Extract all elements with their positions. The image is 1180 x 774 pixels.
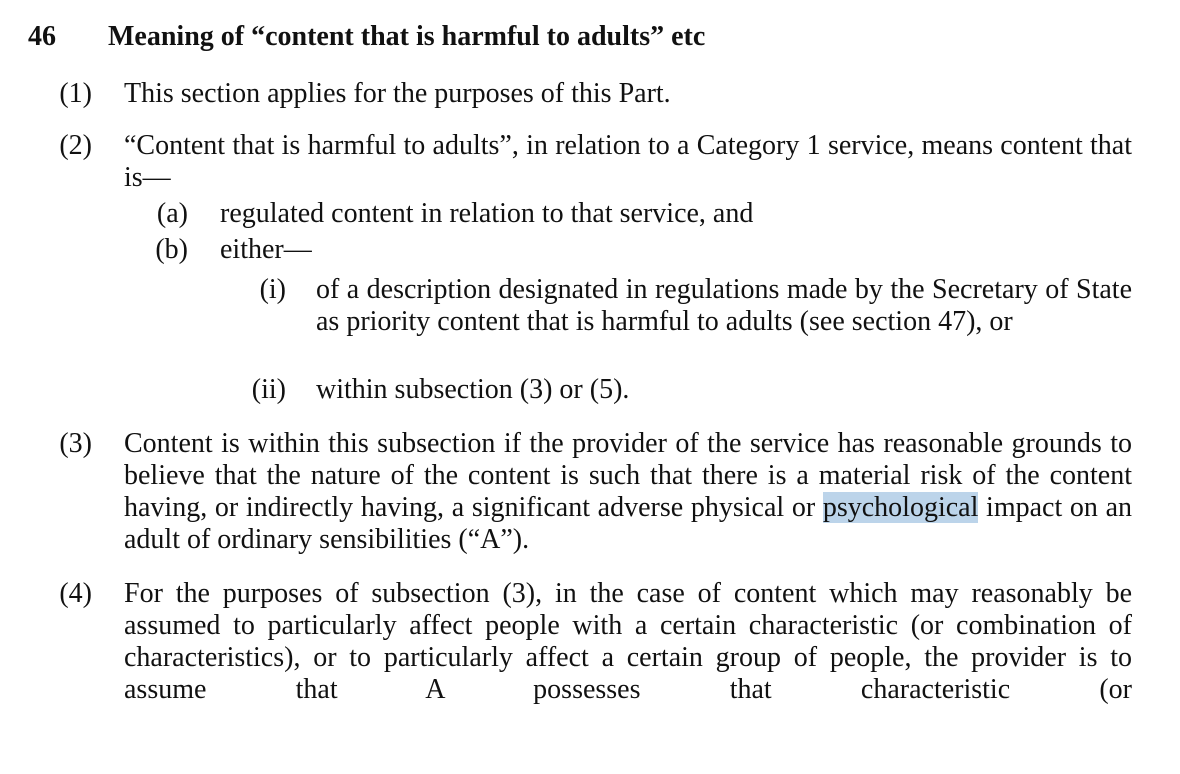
paragraph-text: either— — [220, 234, 312, 265]
subsection-number: (3) — [59, 428, 92, 459]
subsection-number: (2) — [59, 130, 92, 161]
paragraph-text: regulated content in relation to that service, and — [220, 198, 754, 229]
paragraph-number: (a) — [156, 198, 188, 229]
subparagraph-number: (ii) — [251, 374, 286, 405]
paragraph-number: (b) — [155, 234, 188, 265]
subsection-number: (1) — [59, 78, 92, 109]
subsection-2 — [0, 130, 1180, 194]
subsection-text — [124, 428, 1132, 556]
paragraph-2b — [0, 234, 1180, 268]
section-title: Meaning of “content that is harmful to adults” etc — [108, 21, 706, 52]
paragraph-2a — [0, 198, 1180, 232]
subparagraph-number: (i) — [259, 274, 286, 305]
subsection-1 — [0, 78, 1180, 112]
subparagraph-text: of a description designated in regulations made by the Secretary of State as priority content that is harmful to adults (see section 47), or — [316, 274, 1132, 337]
subsection-text: “Content that is harmful to adults”, in relation to a Category 1 service, means content that is— — [124, 130, 1132, 193]
subsection-number: (4) — [59, 578, 92, 609]
subparagraph-text: within subsection (3) or (5). — [316, 374, 630, 405]
subsection-4 — [0, 578, 1180, 708]
subparagraph-2b-i — [0, 274, 1180, 374]
section-number: 46 — [28, 21, 56, 52]
highlighted-word[interactable]: psychological — [822, 492, 979, 523]
subparagraph-2b-ii — [0, 374, 1180, 408]
subsection-3 — [0, 428, 1180, 558]
text-before-highlight: Content is within this subsection if the provider of the service has reasonable grounds to believe that the nature of the content is such that there is a material risk of the content having, or indirectly having, a significant adverse physical or — [124, 428, 1132, 523]
subsection-text: For the purposes of subsection (3), in the case of content which may reasonably be assumed to particularly affect people with a certain characteristic (or combination of characteristics), or to particularly affect a certain group of people, the provider is to assume that A possesses that characteristic (or — [124, 578, 1132, 705]
subsection-text: This section applies for the purposes of this Part. — [124, 78, 671, 109]
text-after-highlight: impact on an adult of ordinary sensibilities (“A”). — [124, 492, 1133, 555]
